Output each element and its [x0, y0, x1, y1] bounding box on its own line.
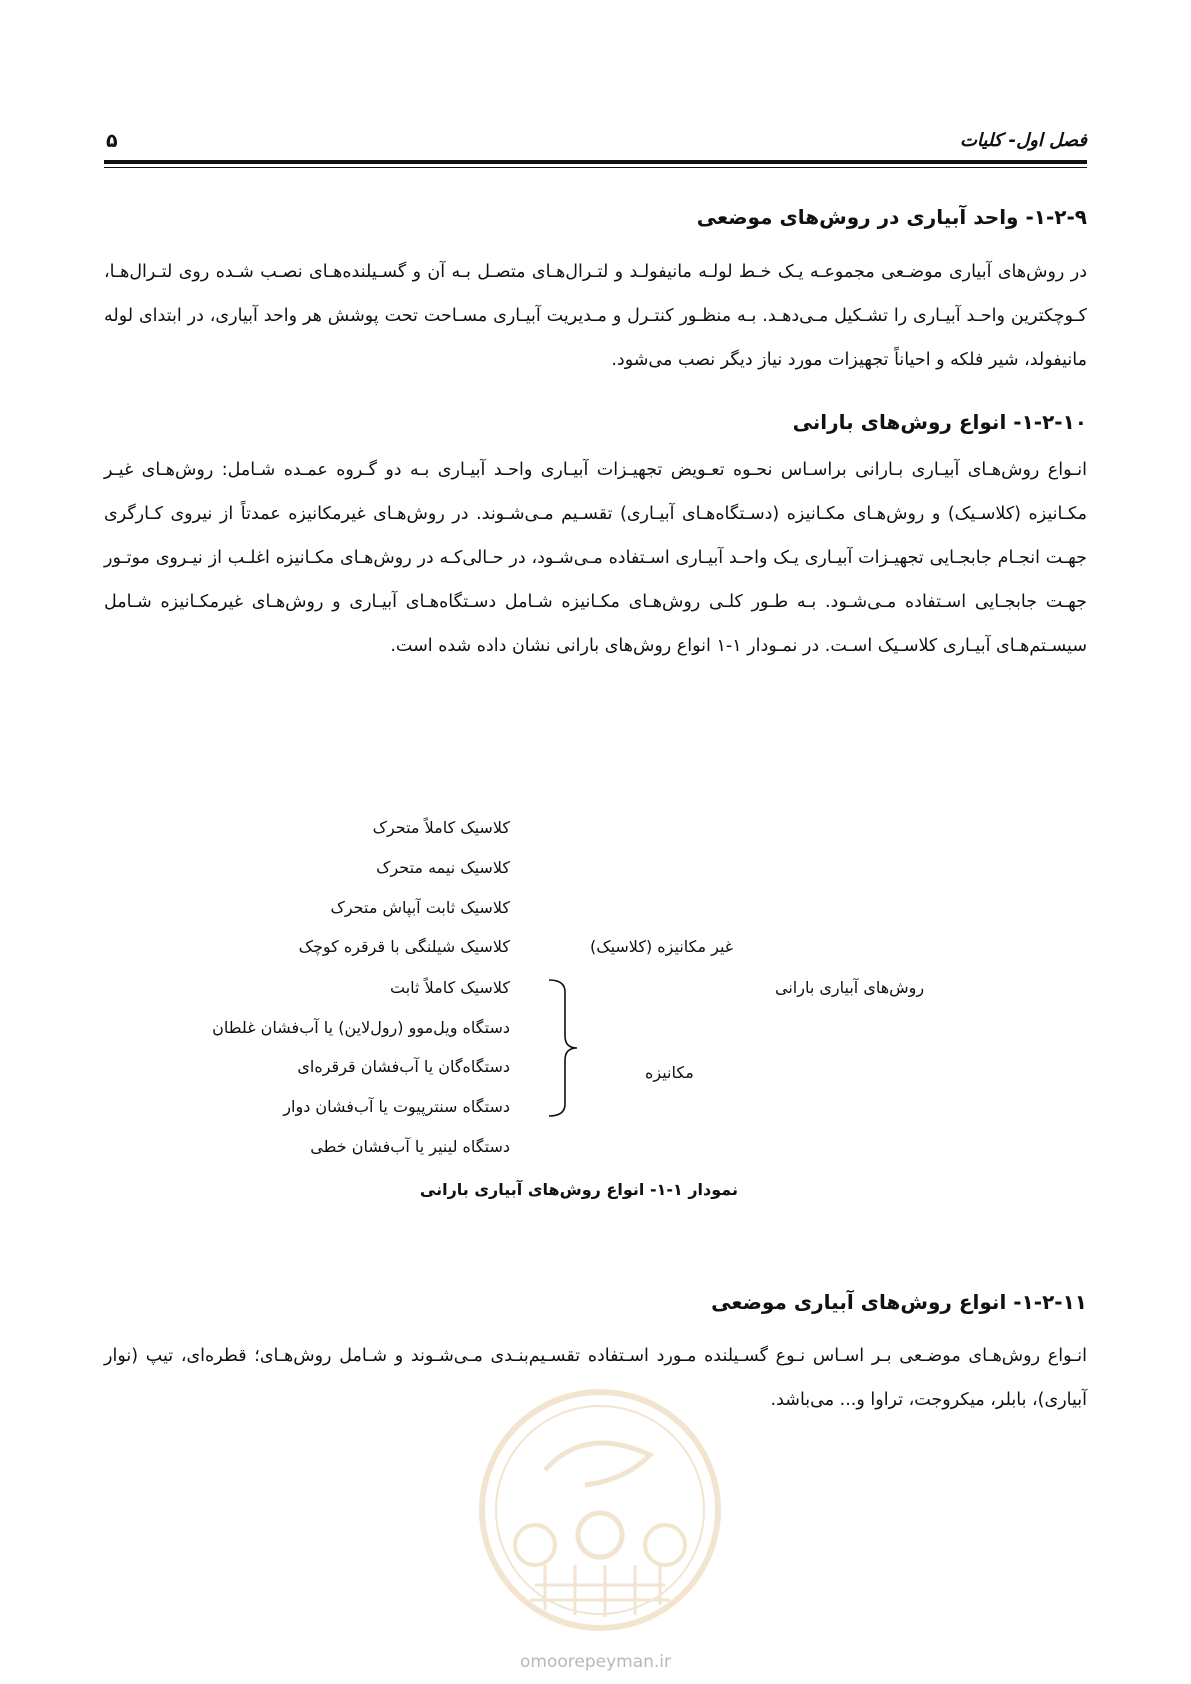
section-body-local-types: انـواع روش‌هـای موضـعی بـر اسـاس نـوع گسـیلنده مـورد اسـتفاده تقسـیم‌بنـدی مـی‌شـوند و شـامل روش‌هـای؛ قطره‌ای، تیپ (نوار آبیاری)، بابلر، میکروجت، تراوا و... می‌باشد.: [104, 1346, 1087, 1410]
section-body-sprinkler-types: انـواع روش‌هـای آبیـاری بـارانی براسـاس نحـوه تعـویض تجهیـزات آبیـاری واحـد آبیـاری بـه دو گـروه عمـده شـامل: روش‌هـای غیـر مکـانیزه (کلاسـیک) و روش‌هـای مکـانیزه (دسـتگاه‌هـای آبیـاری) تقسـیم مـی‌شـوند. در روش‌هـای غیرمکانیزه عمدتاً از نیروی کـارگری جهـت انجـام جابجـایی تجهیـزات آبیـاری یـک واحـد آبیـاری اسـتفاده مـی‌شـود، در حـالی‌کـه در روش‌هـای مکـانیزه اغلـب از نیـروی موتـور جهـت جابجـایی اسـتفاده مـی‌شـود. بـه طـور کلـی روش‌هـای مکـانیزه شـامل دسـتگاه‌هـای آبیـاری و روش‌هـای غیرمکـانیزه شـامل سیسـتم‌هـای آبیـاری کلاسـیک اسـت. در نمـودار ۱-۱ انواع روش‌های بارانی نشان داده شده است.: [104, 460, 1087, 656]
diagram-branch-mechanized: مکانیزه: [645, 1063, 694, 1082]
curly-brace-icon: [545, 978, 579, 1118]
diagram-leaf: کلاسیک ثابت آبپاش متحرک: [330, 898, 510, 917]
diagram-root: روش‌های آبیاری بارانی: [775, 978, 925, 997]
diagram-leaf: کلاسیک نیمه متحرک: [376, 858, 510, 877]
diagram-leaf: دستگاه لینیر یا آب‌فشان خطی: [310, 1137, 510, 1156]
chapter-title: فصل اول- کلیات: [959, 130, 1087, 151]
section-title-irrigation-unit: ۱-۲-۹- واحد آبیاری در روش‌های موضعی: [696, 205, 1087, 229]
section-body-irrigation-unit: در روش‌های آبیاری موضـعی مجموعـه یـک خـط لولـه مانیفولـد و لتـرال‌هـای متصـل بـه آن و گسـیلنده‌هـای نصـب شـده روی لتـرال‌هـا، کـوچکترین واحـد آبیـاری را تشـکیل مـی‌دهـد. بـه منظـور کنتـرل و مـدیریت آبیـاری مسـاحت تحت پوشش هر واحد آبیاری، در ابتدای لوله مانیفولد، شیر فلکه و احیاناً تجهیزات مورد نیاز دیگر نصب می‌شود.: [104, 262, 1087, 370]
diagram-leaf: کلاسیک کاملاً ثابت: [390, 978, 510, 997]
diagram-leaf: دستگاه سنترپیوت یا آب‌فشان دوار: [283, 1097, 510, 1116]
diagram-branch-classic: غیر مکانیزه (کلاسیک): [590, 937, 734, 956]
diagram-leaf: دستگاه ویل‌موو (رول‌لاین) یا آب‌فشان غلطان: [212, 1018, 510, 1037]
diagram-caption: نمودار ۱-۱- انواع روش‌های آبیاری بارانی: [419, 1180, 738, 1199]
header-rule-thick: [104, 160, 1087, 164]
section-title-sprinkler-types: ۱-۲-۱۰- انواع روش‌های بارانی: [792, 410, 1087, 434]
diagram-leaf: کلاسیک کاملاً متحرک: [372, 818, 510, 837]
page-number: ۵: [106, 130, 118, 152]
diagram-leaf: دستگاه‌گان یا آب‌فشان قرقره‌ای: [297, 1057, 510, 1076]
publisher-seal-watermark: [475, 1385, 725, 1635]
website-watermark: omoorepeyman.ir: [519, 1652, 672, 1672]
page-header: [104, 130, 1087, 160]
diagram-leaf: کلاسیک شیلنگی با قرقره کوچک: [298, 937, 510, 956]
header-rule-thin: [104, 167, 1087, 168]
section-title-local-types: ۱-۲-۱۱- انواع روش‌های آبیاری موضعی: [711, 1290, 1087, 1314]
